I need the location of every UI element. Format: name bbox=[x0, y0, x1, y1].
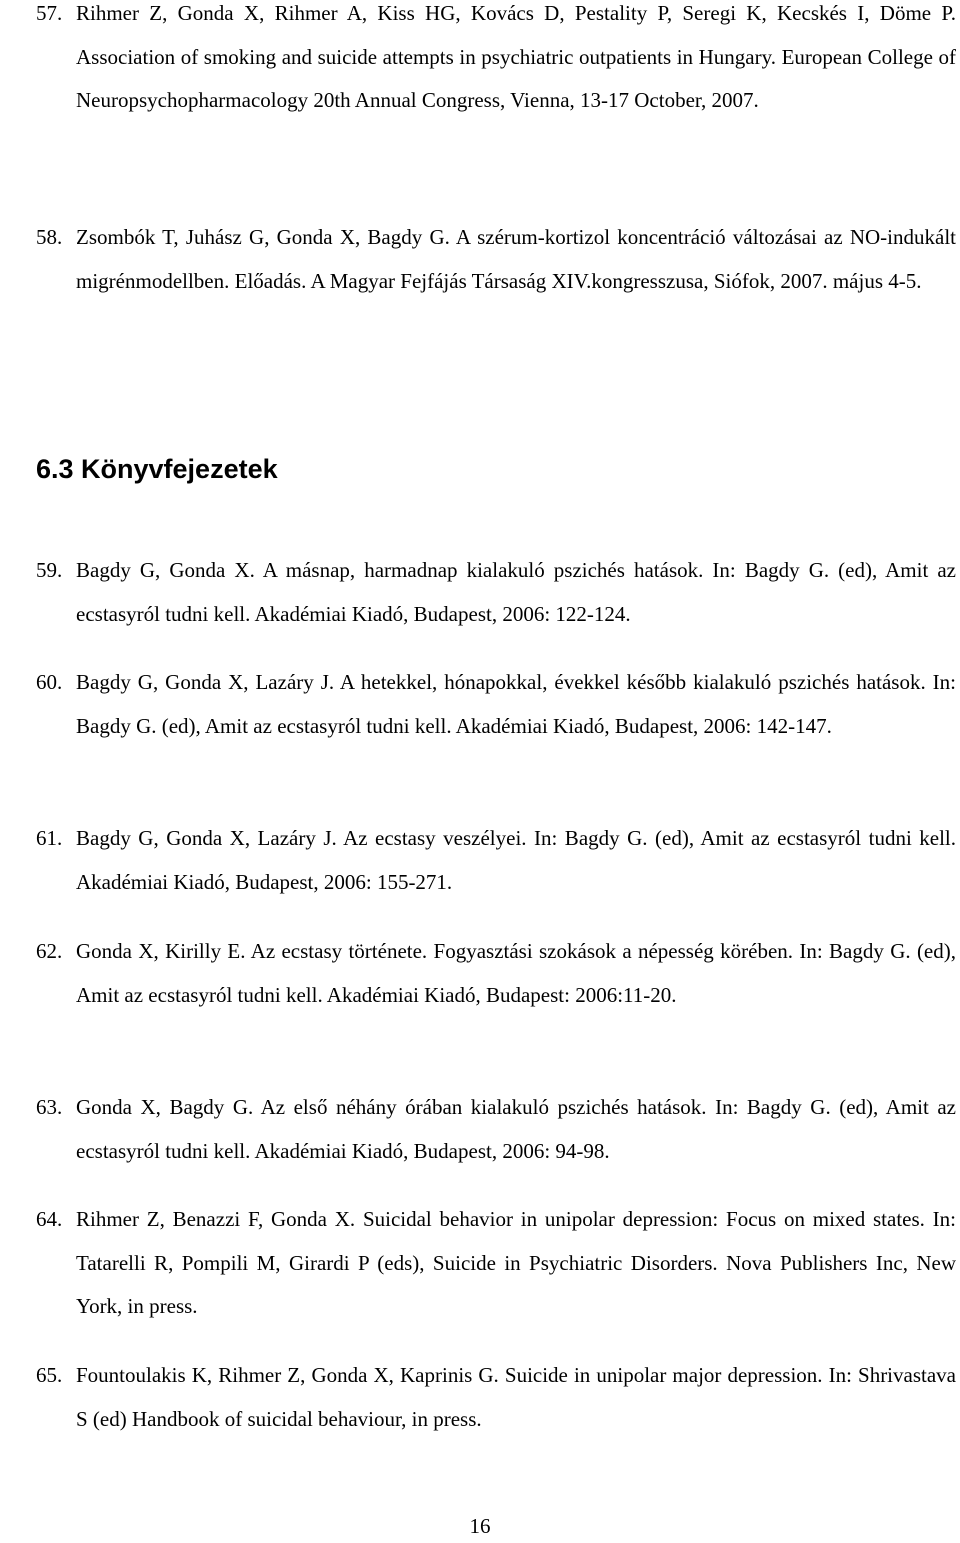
reference-text: Fountoulakis K, Rihmer Z, Gonda X, Kaprinis G. Suicide in unipolar major depression. In: Shrivastava S (ed) Handbook of suicidal behaviour, in press. bbox=[76, 1363, 956, 1431]
reference-63 bbox=[36, 1086, 956, 1173]
section-heading: 6.3 Könyvfejezetek bbox=[36, 454, 278, 484]
reference-number: 64. bbox=[36, 1207, 63, 1231]
reference-text: Rihmer Z, Gonda X, Rihmer A, Kiss HG, Kovács D, Pestality P, Seregi K, Kecskés I, Döme P. Association of smoking and suicide attempts in psychiatric outpatients in Hungary. European College of Neuropsychopharmacology 20th Annual Congress, Vienna, 13-17 October, 2007. bbox=[76, 1, 956, 112]
reference-text: Bagdy G, Gonda X. A másnap, harmadnap kialakuló pszichés hatások. In: Bagdy G. (ed), Amit az ecstasyról tudni kell. Akadémiai Kiadó, Budapest, 2006: 122-124. bbox=[76, 558, 956, 626]
page-number: 16 bbox=[469, 1514, 491, 1538]
reference-number: 63. bbox=[36, 1095, 63, 1119]
reference-61 bbox=[36, 817, 956, 904]
reference-text: Bagdy G, Gonda X, Lazáry J. Az ecstasy veszélyei. In: Bagdy G. (ed), Amit az ecstasyról tudni kell. Akadémiai Kiadó, Budapest, 2006: 155-271. bbox=[76, 826, 956, 894]
reference-text: Gonda X, Kirilly E. Az ecstasy története. Fogyasztási szokások a népesség körében. In: Bagdy G. (ed), Amit az ecstasyról tudni kell. Akadémiai Kiadó, Budapest: 2006:11-20. bbox=[76, 939, 956, 1007]
reference-number: 62. bbox=[36, 939, 63, 963]
reference-text: Gonda X, Bagdy G. Az első néhány órában kialakuló pszichés hatások. In: Bagdy G. (ed), Amit az ecstasyról tudni kell. Akadémiai Kiadó, Budapest, 2006: 94-98. bbox=[76, 1095, 956, 1163]
reference-text: Zsombók T, Juhász G, Gonda X, Bagdy G. A szérum-kortizol koncentráció változásai az NO-indukált migrénmodellben. Előadás. A Magyar Fejfájás Társaság XIV.kongresszusa, Siófok, 2007. május 4-5. bbox=[76, 225, 956, 293]
reference-text: Rihmer Z, Benazzi F, Gonda X. Suicidal behavior in unipolar depression: Focus on mixed states. In: Tatarelli R, Pompili M, Girardi P (eds), Suicide in Psychiatric Disorders. Nova Publishers Inc, New York, in press. bbox=[76, 1207, 956, 1318]
reference-number: 65. bbox=[36, 1363, 63, 1387]
reference-number: 59. bbox=[36, 558, 63, 582]
reference-59 bbox=[36, 549, 956, 636]
reference-64 bbox=[36, 1198, 956, 1329]
reference-58 bbox=[36, 216, 956, 303]
reference-57 bbox=[36, 0, 956, 123]
reference-number: 60. bbox=[36, 670, 63, 694]
reference-number: 61. bbox=[36, 826, 63, 850]
reference-62 bbox=[36, 930, 956, 1017]
reference-65 bbox=[36, 1354, 956, 1441]
reference-60 bbox=[36, 661, 956, 748]
reference-number: 58. bbox=[36, 225, 63, 249]
reference-text: Bagdy G, Gonda X, Lazáry J. A hetekkel, hónapokkal, évekkel később kialakuló pszichés hatások. In: Bagdy G. (ed), Amit az ecstasyról tudni kell. Akadémiai Kiadó, Budapest, 2006: 142-147. bbox=[76, 670, 956, 738]
reference-number: 57. bbox=[36, 1, 63, 25]
